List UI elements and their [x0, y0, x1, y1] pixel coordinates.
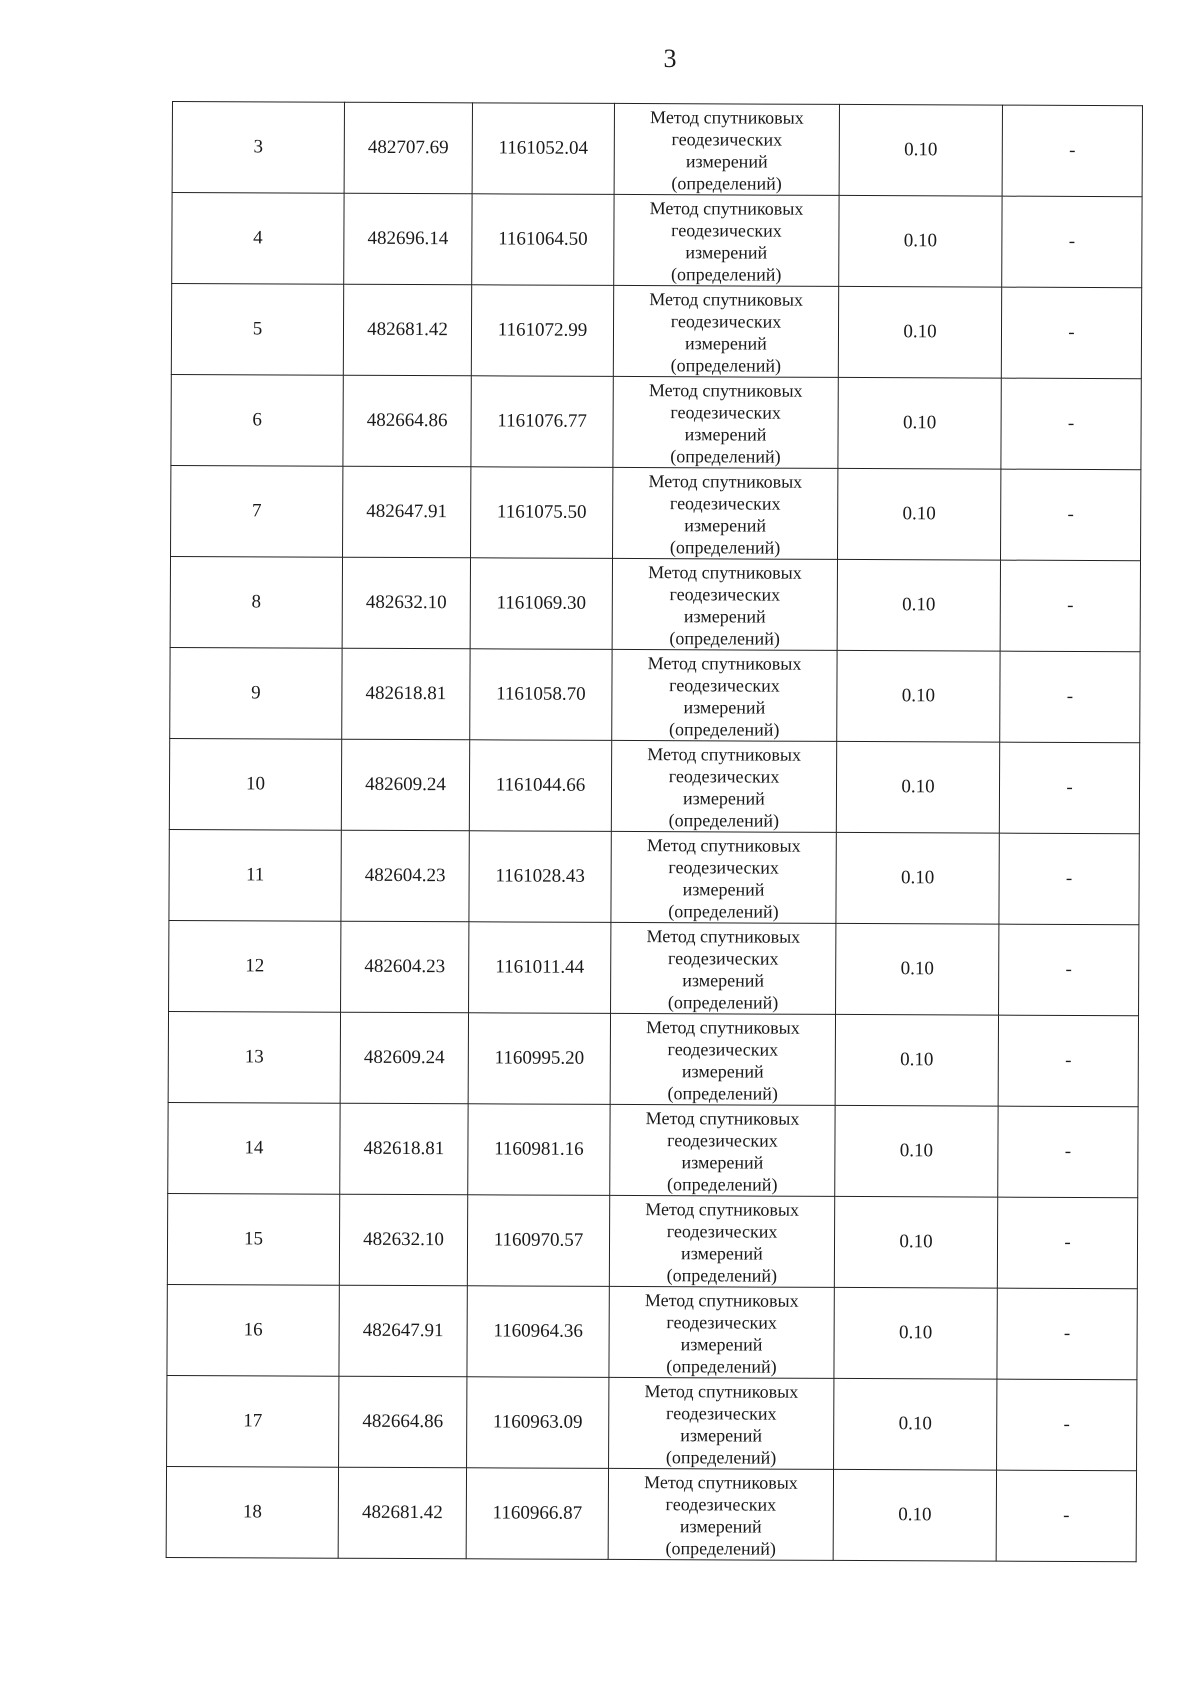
y-coordinate-cell: 1161069.30: [470, 558, 612, 650]
page-number: [0, 44, 1200, 74]
method-line: измерений: [681, 1152, 764, 1173]
method-line: (определений): [665, 1447, 777, 1468]
table-row: [167, 1375, 1137, 1470]
method-line: Метод спутниковых: [646, 926, 801, 947]
extra-cell: -: [999, 833, 1139, 925]
y-coordinate-cell: 1161075.50: [471, 467, 613, 559]
extra-cell: -: [997, 1379, 1137, 1471]
y-coordinate-cell: 1161064.50: [472, 194, 614, 286]
table-row: [168, 1011, 1138, 1106]
method-line: (определений): [666, 1356, 777, 1377]
method-line: измерений: [685, 151, 768, 172]
point-number-cell: 4: [172, 193, 344, 285]
accuracy-cell: 0.10: [835, 1105, 998, 1197]
method-cell: [609, 1195, 834, 1287]
accuracy-cell: 0.10: [838, 377, 1001, 469]
method-line: Метод спутниковых: [645, 1108, 800, 1129]
method-line: (определений): [669, 537, 781, 558]
method-cell: [614, 103, 839, 195]
method-cell: [610, 1104, 835, 1196]
x-coordinate-cell: 482664.86: [343, 375, 471, 467]
point-number-cell: 15: [167, 1193, 339, 1285]
x-coordinate-cell: 482609.24: [341, 739, 469, 831]
accuracy-cell: 0.10: [837, 650, 1000, 742]
x-coordinate-cell: 482604.23: [341, 830, 469, 922]
method-line: измерений: [681, 1243, 763, 1264]
x-coordinate-cell: 482696.14: [344, 193, 472, 285]
method-line: геодезических: [665, 1403, 777, 1424]
y-coordinate-cell: 1160995.20: [468, 1013, 610, 1105]
extra-cell: -: [1001, 378, 1141, 470]
point-number-cell: 11: [169, 829, 341, 921]
method-line: (определений): [668, 901, 779, 922]
x-coordinate-cell: 482707.69: [344, 102, 472, 194]
accuracy-cell: 0.10: [834, 1378, 997, 1470]
table-row: [172, 193, 1142, 288]
extra-cell: -: [998, 1015, 1138, 1107]
accuracy-cell: 0.10: [834, 1287, 997, 1379]
method-line: (определений): [670, 355, 782, 376]
extra-cell: -: [999, 742, 1139, 834]
method-line: геодезических: [671, 129, 783, 150]
method-line: Метод спутниковых: [646, 1017, 800, 1038]
method-line: геодезических: [671, 220, 782, 241]
extra-cell: -: [997, 1197, 1137, 1289]
method-line: Метод спутниковых: [648, 380, 803, 401]
method-line: Метод спутниковых: [645, 1199, 800, 1220]
accuracy-cell: 0.10: [839, 195, 1002, 287]
point-number-cell: 13: [168, 1011, 340, 1103]
accuracy-cell: 0.10: [838, 286, 1001, 378]
method-cell: [611, 740, 836, 832]
method-cell: [611, 922, 836, 1014]
table-row: [171, 284, 1141, 379]
x-coordinate-cell: 482681.42: [343, 284, 471, 376]
method-line: (определений): [667, 1083, 778, 1104]
method-line: Метод спутниковых: [644, 1381, 799, 1402]
method-line: (определений): [666, 1265, 778, 1286]
method-cell: [611, 831, 836, 923]
method-line: (определений): [669, 719, 780, 740]
y-coordinate-cell: 1161052.04: [472, 103, 614, 195]
accuracy-cell: 0.10: [838, 468, 1001, 560]
method-line: геодезических: [667, 1130, 778, 1151]
x-coordinate-cell: 482664.86: [339, 1376, 467, 1468]
method-line: измерений: [680, 1425, 763, 1446]
method-line: измерений: [682, 879, 765, 900]
accuracy-cell: 0.10: [836, 923, 999, 1015]
y-coordinate-cell: 1160981.16: [468, 1104, 610, 1196]
table-row: [167, 1284, 1137, 1379]
method-line: измерений: [683, 697, 766, 718]
x-coordinate-cell: 482647.91: [343, 466, 471, 558]
accuracy-cell: 0.10: [837, 559, 1000, 651]
point-number-cell: 10: [169, 738, 341, 830]
accuracy-cell: 0.10: [836, 741, 999, 833]
table-row: [168, 1102, 1138, 1197]
table-row: [171, 374, 1141, 469]
method-line: геодезических: [670, 402, 781, 423]
method-line: (определений): [671, 264, 782, 285]
x-coordinate-cell: 482618.81: [342, 648, 470, 740]
method-line: геодезических: [665, 1494, 777, 1515]
method-line: (определений): [665, 1538, 776, 1559]
y-coordinate-cell: 1160963.09: [467, 1377, 609, 1469]
y-coordinate-cell: 1161076.77: [471, 376, 613, 468]
method-line: измерений: [681, 1061, 764, 1082]
x-coordinate-cell: 482647.91: [339, 1285, 467, 1377]
y-coordinate-cell: 1160970.57: [467, 1195, 609, 1287]
method-line: Метод спутниковых: [650, 107, 804, 128]
y-coordinate-cell: 1161072.99: [471, 285, 613, 377]
x-coordinate-cell: 482609.24: [340, 1012, 468, 1104]
extra-cell: -: [1002, 105, 1142, 197]
method-cell: [609, 1286, 834, 1378]
table-row: [170, 556, 1140, 651]
table-row: [169, 920, 1139, 1015]
accuracy-cell: 0.10: [839, 104, 1002, 196]
extra-cell: -: [1002, 196, 1142, 288]
accuracy-cell: 0.10: [835, 1014, 998, 1106]
method-line: измерений: [684, 424, 767, 445]
y-coordinate-cell: 1161028.43: [469, 831, 611, 923]
method-line: измерений: [680, 1334, 763, 1355]
method-line: геодезических: [667, 948, 779, 969]
method-line: измерений: [685, 333, 767, 354]
method-cell: [613, 376, 838, 468]
extra-cell: -: [1001, 469, 1141, 561]
method-line: измерений: [684, 515, 767, 536]
point-number-cell: 8: [170, 556, 342, 648]
method-line: измерений: [683, 606, 766, 627]
extra-cell: -: [998, 1106, 1138, 1198]
y-coordinate-cell: 1161011.44: [469, 922, 611, 1014]
point-number-cell: 18: [166, 1466, 338, 1558]
method-line: геодезических: [667, 1039, 779, 1060]
method-line: геодезических: [670, 311, 782, 332]
method-line: (определений): [667, 992, 779, 1013]
method-line: измерений: [682, 970, 765, 991]
y-coordinate-cell: 1161058.70: [470, 649, 612, 741]
method-line: измерений: [683, 788, 765, 809]
y-coordinate-cell: 1161044.66: [469, 740, 611, 832]
method-line: геодезических: [669, 493, 781, 514]
method-cell: [612, 649, 837, 741]
point-number-cell: 17: [167, 1375, 339, 1467]
method-cell: [613, 467, 838, 559]
point-number-cell: 12: [169, 920, 341, 1012]
accuracy-cell: 0.10: [836, 832, 999, 924]
method-line: Метод спутниковых: [647, 744, 802, 765]
extra-cell: -: [1001, 287, 1141, 379]
method-line: геодезических: [666, 1312, 778, 1333]
table-row: [169, 738, 1139, 833]
page-number-text: 3: [663, 44, 677, 73]
point-number-cell: 5: [171, 284, 343, 376]
method-line: (определений): [667, 1174, 778, 1195]
extra-cell: -: [1000, 651, 1140, 743]
method-line: Метод спутниковых: [648, 562, 802, 583]
method-line: измерений: [679, 1516, 762, 1537]
method-cell: [613, 285, 838, 377]
x-coordinate-cell: 482632.10: [342, 557, 470, 649]
method-line: Метод спутниковых: [648, 471, 803, 492]
x-coordinate-cell: 482604.23: [341, 921, 469, 1013]
method-line: геодезических: [669, 584, 781, 605]
method-cell: [614, 194, 839, 286]
method-line: Метод спутниковых: [644, 1472, 798, 1493]
x-coordinate-cell: 482681.42: [338, 1467, 466, 1559]
method-line: геодезических: [669, 675, 780, 696]
method-line: геодезических: [666, 1221, 778, 1242]
point-number-cell: 14: [168, 1102, 340, 1194]
table-row: [169, 829, 1139, 924]
method-line: (определений): [668, 810, 780, 831]
table-row: [170, 647, 1140, 742]
method-line: (определений): [669, 628, 780, 649]
method-line: Метод спутниковых: [649, 198, 804, 219]
table-row: [172, 102, 1142, 197]
point-number-cell: 16: [167, 1284, 339, 1376]
extra-cell: -: [1000, 560, 1140, 652]
table-row: [167, 1193, 1137, 1288]
x-coordinate-cell: 482618.81: [340, 1103, 468, 1195]
y-coordinate-cell: 1160964.36: [467, 1286, 609, 1378]
method-cell: [608, 1468, 833, 1560]
accuracy-cell: 0.10: [834, 1196, 997, 1288]
method-line: измерений: [685, 242, 768, 263]
method-line: Метод спутниковых: [646, 835, 801, 856]
accuracy-cell: 0.10: [833, 1469, 996, 1561]
method-cell: [610, 1013, 835, 1105]
method-cell: [612, 558, 837, 650]
y-coordinate-cell: 1160966.87: [466, 1468, 608, 1560]
point-number-cell: 6: [171, 374, 343, 466]
extra-cell: -: [999, 924, 1139, 1016]
method-line: Метод спутниковых: [649, 289, 804, 310]
table-row: [171, 465, 1141, 560]
method-cell: [609, 1377, 834, 1469]
point-number-cell: 9: [170, 647, 342, 739]
method-line: Метод спутниковых: [644, 1290, 799, 1311]
table-row: [166, 1466, 1136, 1561]
method-line: Метод спутниковых: [647, 653, 802, 674]
point-number-cell: 7: [171, 465, 343, 557]
method-line: геодезических: [668, 766, 780, 787]
point-number-cell: 3: [172, 102, 344, 194]
extra-cell: -: [997, 1288, 1137, 1380]
coordinates-table: [166, 101, 1143, 1562]
method-line: геодезических: [668, 857, 780, 878]
method-line: (определений): [671, 173, 782, 194]
method-line: (определений): [670, 446, 781, 467]
extra-cell: -: [996, 1470, 1136, 1562]
x-coordinate-cell: 482632.10: [339, 1194, 467, 1286]
coordinates-table-body: [166, 102, 1142, 1562]
